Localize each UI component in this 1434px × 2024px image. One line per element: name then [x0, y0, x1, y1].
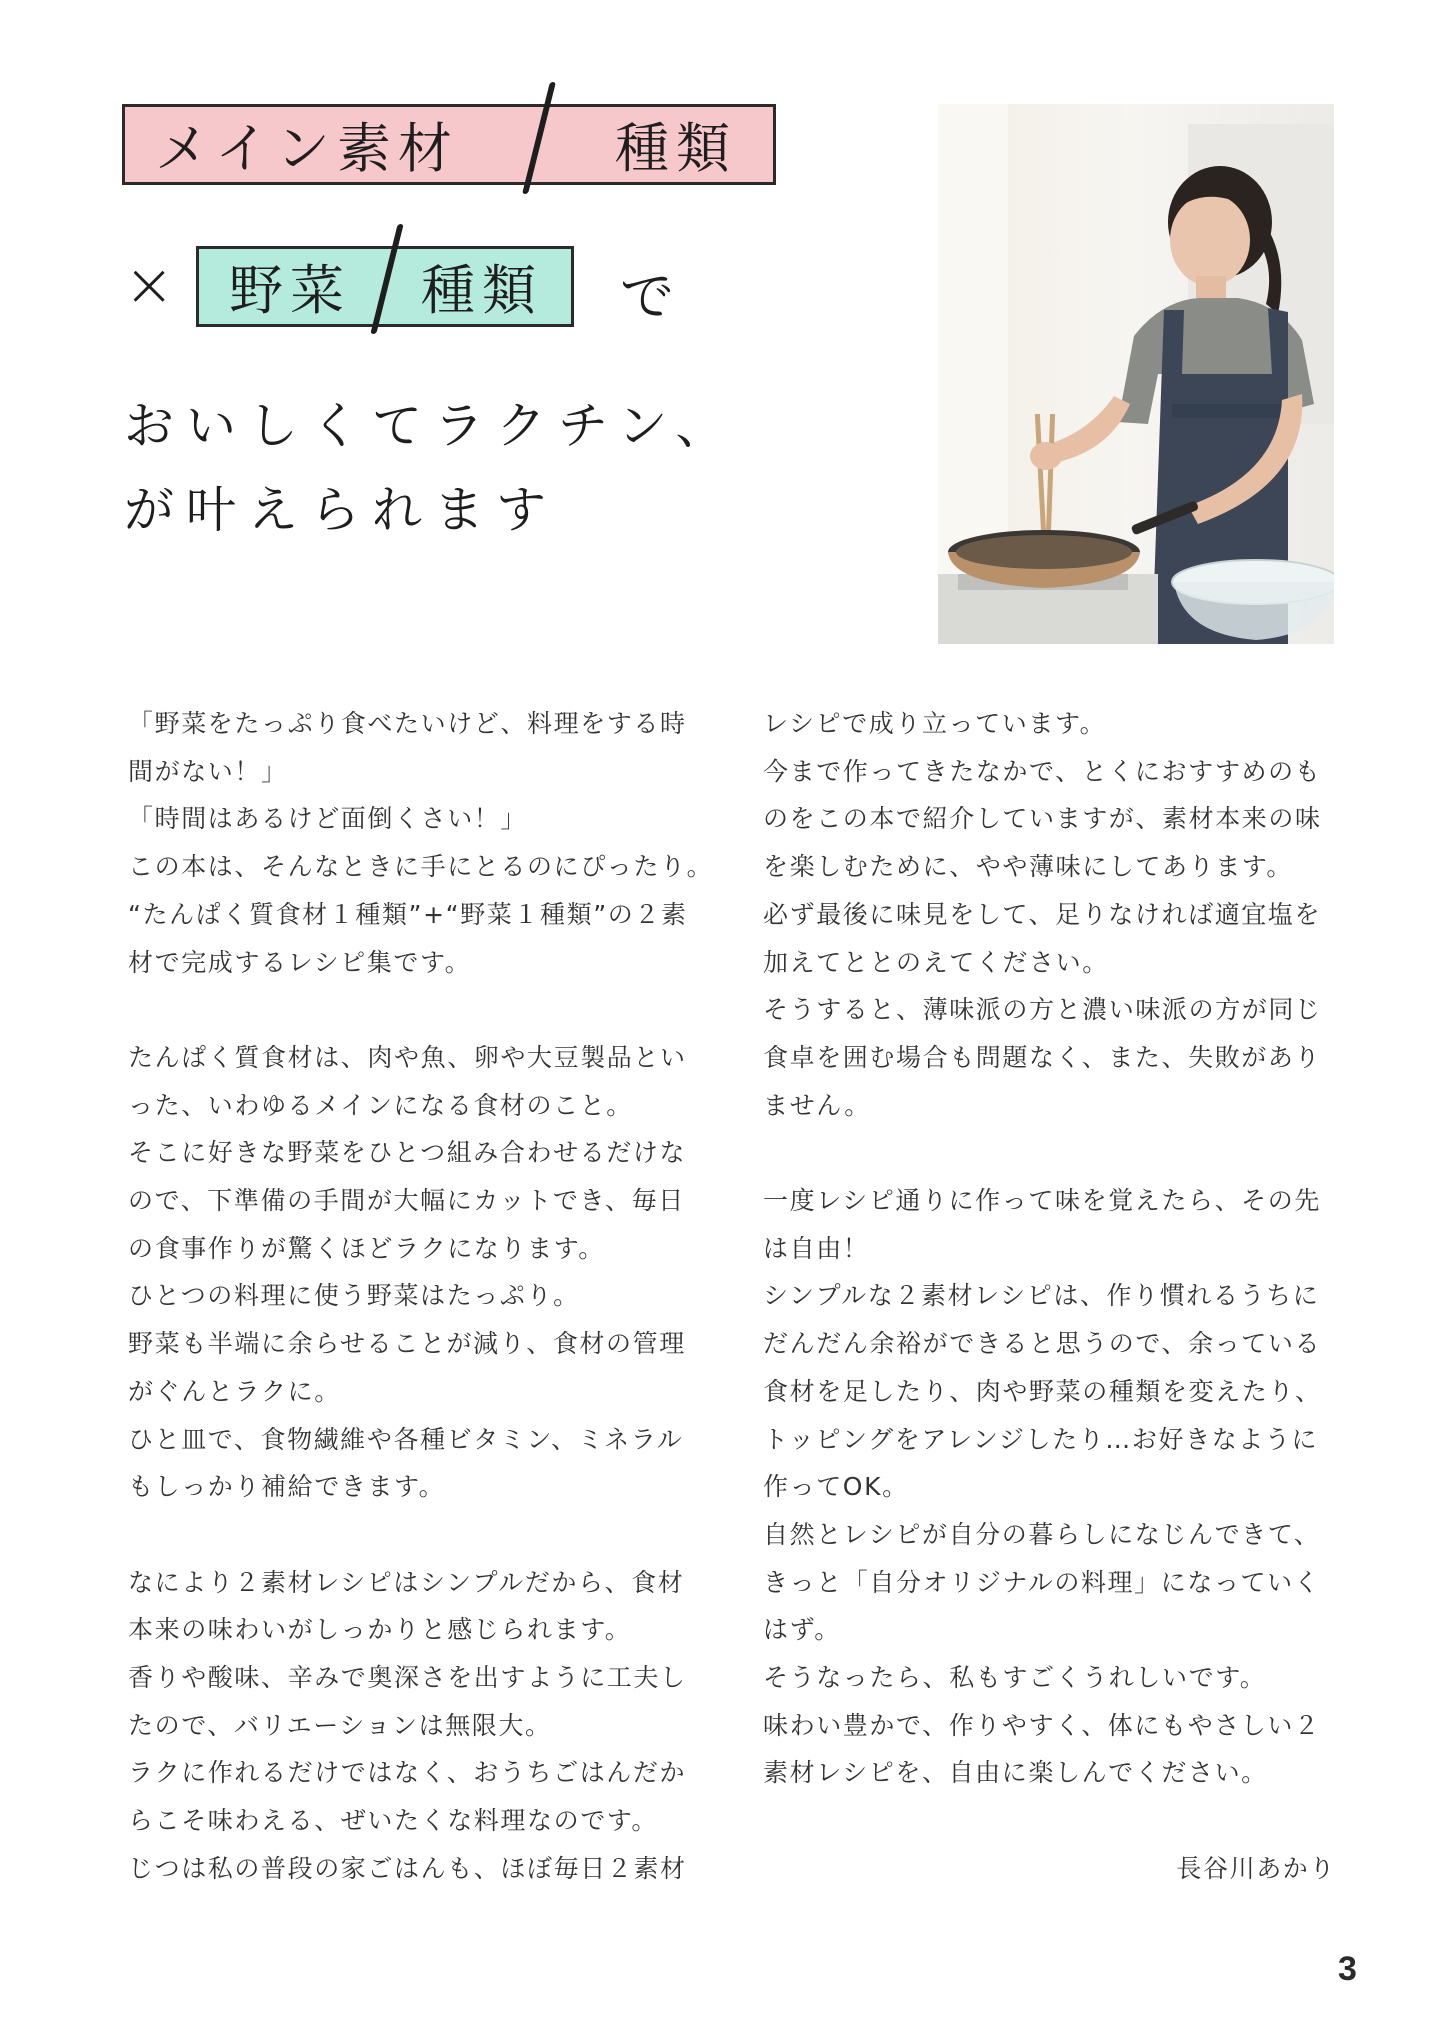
body-text-line [128, 1511, 708, 1559]
tagline-line-2: が叶えられます [124, 481, 558, 539]
body-text-line: ので、下準備の手間が大幅にカットでき、毎日 [128, 1186, 685, 1216]
body-text-line [128, 986, 708, 1034]
body-text-line: らこそ味わえる、ぜいたくな料理なのです。 [128, 1806, 659, 1836]
times-sign: × [124, 250, 175, 320]
body-text-line: 野菜も半端に余らせることが減り、食材の管理 [128, 1329, 686, 1359]
body-text-line: ひとつの料理に使う野菜はたっぷり。 [128, 1281, 580, 1311]
heading-type-2: 種類 [421, 259, 543, 322]
body-text-line: 加えてととのえてください。 [763, 947, 1109, 977]
body-text-line: そこに好きな野菜をひとつ組み合わせるだけな [128, 1138, 687, 1168]
body-text-line: 本来の味わいがしっかりと感じられます。 [128, 1615, 632, 1645]
body-text-line: この本は、そんなときに手にとるのにぴったり。 [128, 852, 714, 882]
heading-box-main-ingredient [122, 104, 776, 185]
body-right-column [763, 700, 1343, 1893]
body-text-line: だんだん余裕ができると思うので、余っている [763, 1329, 1322, 1359]
body-text-line: はず。 [763, 1615, 841, 1645]
author-cooking-photo [938, 104, 1334, 644]
body-text-line: 食材を足したり、肉や野菜の種類を変えたり、 [763, 1376, 1322, 1406]
body-text-line: “たんぱく質食材１種類”+“野菜１種類”の２素 [128, 899, 688, 929]
body-text-line: 「時間はあるけど面倒くさい！」 [128, 804, 528, 834]
body-text-line [763, 1129, 1343, 1177]
cooking-photo-illustration [938, 104, 1334, 644]
body-text-line: きっと「自分オリジナルの料理」になっていく [763, 1567, 1321, 1597]
body-left-column [128, 700, 714, 1893]
heading-type-1: 種類 [615, 117, 737, 180]
body-text-line: たんぱく質食材は、肉や魚、卵や大豆製品とい [128, 1042, 687, 1072]
body-text-line: 必ず最後に味見をして、足りなければ適宜塩を [763, 899, 1322, 929]
body-text-line: ラクに作れるだけではなく、おうちごはんだか [128, 1758, 687, 1788]
body-text-line: もしっかり補給できます。 [128, 1472, 446, 1502]
body-text-line: 材で完成するレシピ集です。 [128, 947, 472, 977]
body-text-line: を楽しむために、やや薄味にしてあります。 [763, 852, 1294, 882]
body-text-line: がぐんとラクに。 [128, 1376, 341, 1406]
body-text-line: 今まで作ってきたなかで、とくにおすすめのも [763, 756, 1322, 786]
body-text-line: じつは私の普段の家ごはんも、ほぼ毎日２素材 [128, 1853, 687, 1883]
body-text-line: ひと皿で、食物繊維や各種ビタミン、ミネラル [128, 1424, 684, 1454]
tagline [124, 384, 738, 552]
body-text-line: は自由！ [763, 1233, 870, 1263]
body-text-line: 自然とレシピが自分の暮らしになじんできて、 [763, 1519, 1321, 1549]
body-text-line: トッピングをアレンジしたり…お好きなように [763, 1424, 1319, 1454]
body-text-line: そうなったら、私もすごくうれしいです。 [763, 1663, 1267, 1693]
body-text-line: った、いわゆるメインになる食材のこと。 [128, 1090, 633, 1120]
body-text-line: 味わい豊かで、作りやすく、体にもやさしい２ [763, 1710, 1321, 1740]
body-text-line: シンプルな２素材レシピは、作り慣れるうちに [763, 1281, 1320, 1311]
author-spacer [763, 1797, 1343, 1845]
heading-main-ingredient: メイン素材 [155, 117, 459, 180]
body-text-line: 「野菜をたっぷり食べたいけど、料理をする時 [128, 709, 687, 738]
body-text-line: の食事作りが驚くほどラクになります。 [128, 1233, 605, 1263]
body-text-line: 素材レシピを、自由に楽しんでください。 [763, 1758, 1268, 1788]
body-text-line: 作ってOK。 [763, 1472, 909, 1502]
heading-particle-de: で [620, 265, 674, 328]
page-number: 3 [1338, 1950, 1357, 1988]
body-text-line: ません。 [763, 1090, 871, 1120]
body-text-line: レシピで成り立っています。 [763, 709, 1107, 738]
tagline-line-1: おいしくてラクチン、 [124, 397, 738, 455]
body-text-line: 食卓を囲む場合も問題なく、また、失敗があり [763, 1042, 1322, 1072]
heading-vegetable: 野菜 [229, 259, 351, 322]
body-text-line: のをこの本で紹介していますが、素材本来の味 [763, 804, 1322, 834]
body-text-line: そうすると、薄味派の方と濃い味派の方が同じ [763, 995, 1322, 1025]
author-name: 長谷川あかり [1176, 1853, 1336, 1883]
body-text-line: たので、バリエーションは無限大。 [128, 1710, 552, 1740]
body-text-line: なにより２素材レシピはシンプルだから、食材 [128, 1567, 685, 1597]
body-text-line: 間がない！」 [128, 756, 288, 786]
body-text-line: 一度レシピ通りに作って味を覚えたら、その先 [763, 1186, 1321, 1216]
body-text-line: 香りや酸味、辛みで奥深さを出すように工夫し [128, 1663, 687, 1693]
